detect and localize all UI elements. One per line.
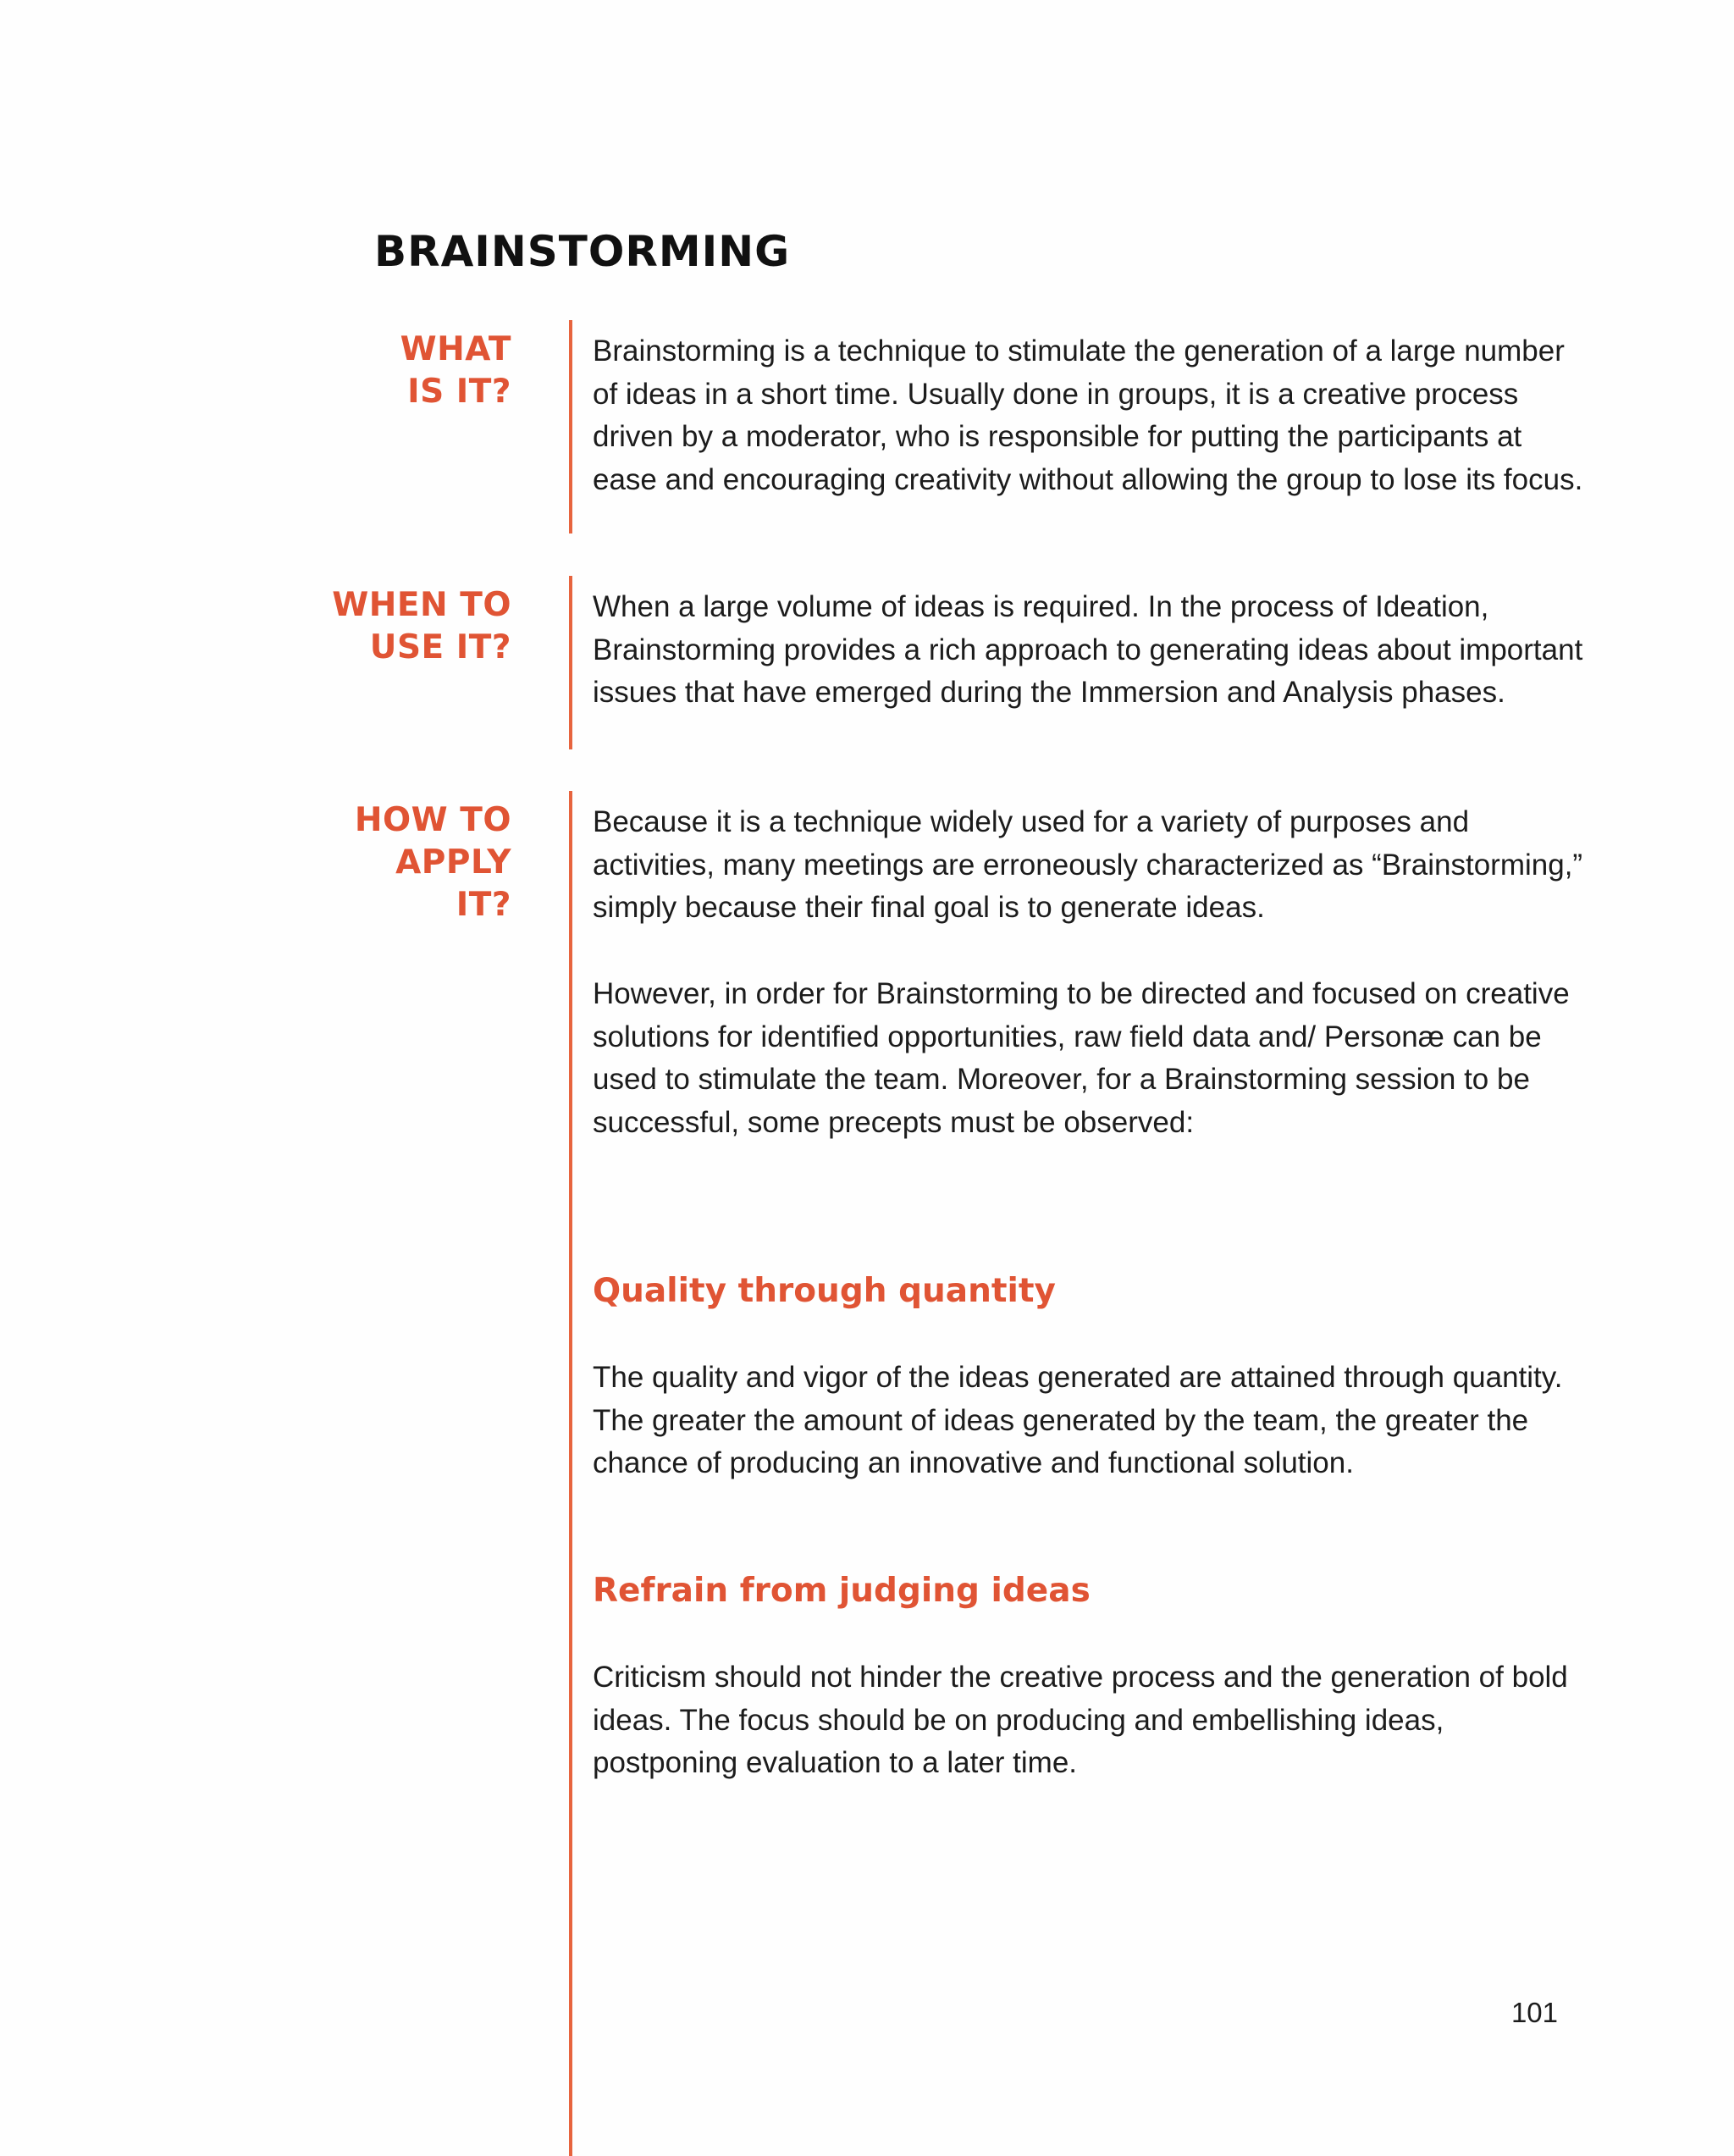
label-line: USE IT? <box>369 628 511 666</box>
how-paragraph-1: Because it is a technique widely used for a variety of purposes and activities, many meetings are erroneously characterized as “Brainstorming,” simply because their final goal is to generate ideas. <box>593 805 1583 924</box>
section-text-what: Brainstorming is a technique to stimulate the generation of a large number of ideas in a short time. Usually done in groups, it is a creative process driven by a moderator, who is responsible for putting the participants at ease and encouraging creativity without allowing the group to lose its focus. <box>593 334 1583 496</box>
precept-heading-judging: Refrain from judging ideas <box>593 1572 1091 1610</box>
section-divider-when <box>569 576 572 749</box>
precept-heading-quality: Quality through quantity <box>593 1272 1056 1310</box>
label-line: IS IT? <box>407 373 511 411</box>
section-label-how <box>355 799 511 926</box>
label-line: WHAT <box>400 330 511 368</box>
page-number: 101 <box>1510 1997 1558 2028</box>
section-label-when <box>332 584 511 669</box>
page-title: BRAINSTORMING <box>374 227 791 276</box>
how-paragraph-2: However, in order for Brainstorming to be directed and focused on creative solutions for identified opportunities, raw field data and/ Personæ can be used to stimulate the team. Moreover, for a Brainstorming session to be successful, some precepts must be observed: <box>593 977 1570 1139</box>
section-label-what <box>400 329 511 413</box>
precept-text-quality: The quality and vigor of the ideas generated are attained through quantity. The greater the amount of ideas generated by the team, the greater the chance of producing an innovative and functional solution. <box>593 1361 1563 1479</box>
section-divider-how <box>569 791 572 2156</box>
precept-text-judging: Criticism should not hinder the creative process and the generation of bold ideas. The focus should be on producing and embellishing ideas, postponing evaluation to a later time. <box>593 1661 1568 1779</box>
label-line: APPLY <box>395 843 511 882</box>
label-line: IT? <box>456 886 511 924</box>
label-line: HOW TO <box>354 801 511 839</box>
label-line: WHEN TO <box>332 586 511 624</box>
section-divider-what <box>569 320 572 533</box>
section-text-when: When a large volume of ideas is required. In the process of Ideation, Brainstorming provides a rich approach to generating ideas about important issues that have emerged during the Immersion and Analysis phases. <box>593 590 1583 709</box>
